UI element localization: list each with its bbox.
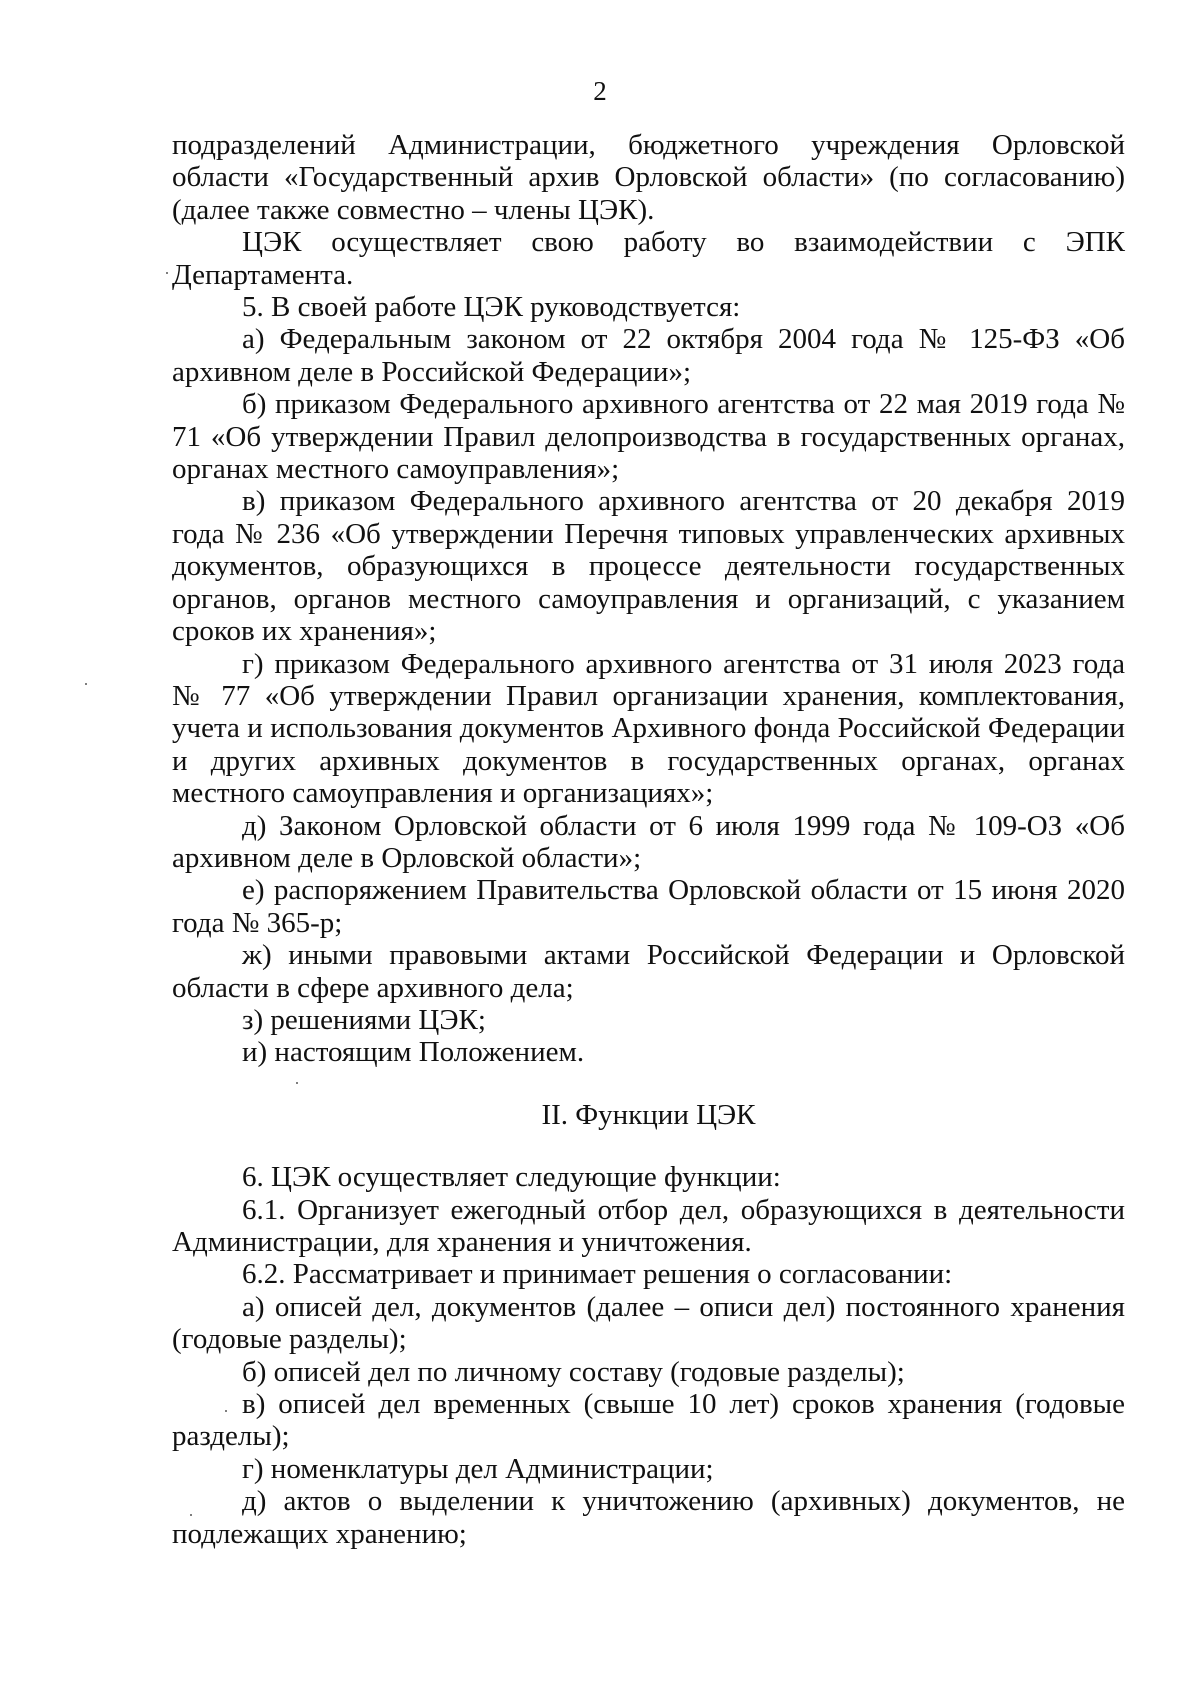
- top-paragraphs: [172, 129, 1125, 1069]
- list-item: а) описей дел, документов (далее – описи дел) постоянного хранения (годовые разделы);: [172, 1290, 1125, 1356]
- paragraph: 6.1. Организует ежегодный отбор дел, образующихся в деятельности Администрации, для хранения и уничтожения.: [172, 1193, 1125, 1258]
- scan-speck: [296, 1082, 298, 1084]
- list-item: д) Законом Орловской области от 6 июля 1999 года № 109-ОЗ «Об архивном деле в Орловской области»;: [172, 809, 1125, 874]
- scan-speck: [166, 272, 168, 274]
- bottom-paragraphs: [172, 1161, 1125, 1550]
- list-item: б) описей дел по личному составу (годовые разделы);: [242, 1355, 905, 1388]
- list-item: е) распоряжением Правительства Орловской области от 15 июня 2020 года № 365-р;: [172, 874, 1125, 939]
- list-item: в) приказом Федерального архивного агентства от 20 декабря 2019 года № 236 «Об утверждении Перечня типовых управленческих архивных документов, образующихся в процессе деятельности государственных органов, органов местного самоуправления и организаций, с указанием сроков их хранения»;: [172, 485, 1125, 648]
- list-item: г) номенклатуры дел Администрации;: [242, 1452, 714, 1485]
- scan-speck: [190, 1514, 192, 1516]
- document-body: [172, 129, 1125, 1550]
- section-heading: II. Функции ЦЭК: [541, 1098, 756, 1131]
- list-item: а) Федеральным законом от 22 октября 2004 года № 125-ФЗ «Об архивном деле в Российской Федерации»;: [172, 323, 1125, 388]
- scan-speck: [85, 683, 87, 685]
- paragraph: 6.2. Рассматривает и принимает решения о согласовании:: [242, 1258, 953, 1291]
- list-item: и) настоящим Положением.: [242, 1036, 585, 1069]
- list-item: в) описей дел временных (свыше 10 лет) сроков хранения (годовые разделы);: [172, 1388, 1125, 1453]
- list-item: г) приказом Федерального архивного агентства от 31 июля 2023 года № 77 «Об утверждении Правил организации хранения, комплектования, учета и использования документов Архивного фонда Российской Федерации и других архивных документов в государственных органах, органах местного самоуправления и организациях»;: [172, 647, 1125, 810]
- page-number: 2: [593, 76, 607, 106]
- paragraph: подразделений Администрации, бюджетного учреждения Орловской области «Государственный архив Орловской области» (по согласованию) (далее также совместно – члены ЦЭК).: [172, 129, 1125, 226]
- paragraph: ЦЭК осуществляет свою работу во взаимодействии с ЭПК Департамента.: [172, 226, 1125, 291]
- paragraph: 5. В своей работе ЦЭК руководствуется:: [242, 291, 741, 324]
- list-item: д) актов о выделении к уничтожению (архивных) документов, не подлежащих хранению;: [172, 1485, 1125, 1550]
- scan-speck: [225, 1410, 227, 1412]
- paragraph: 6. ЦЭК осуществляет следующие функции:: [242, 1161, 781, 1194]
- list-item: б) приказом Федерального архивного агентства от 22 мая 2019 года № 71 «Об утверждении Правил делопроизводства в государственных органах, органах местного самоуправления»;: [172, 388, 1125, 486]
- list-item: з) решениями ЦЭК;: [242, 1003, 486, 1036]
- list-item: ж) иными правовыми актами Российской Федерации и Орловской области в сфере архивного дела;: [172, 939, 1125, 1004]
